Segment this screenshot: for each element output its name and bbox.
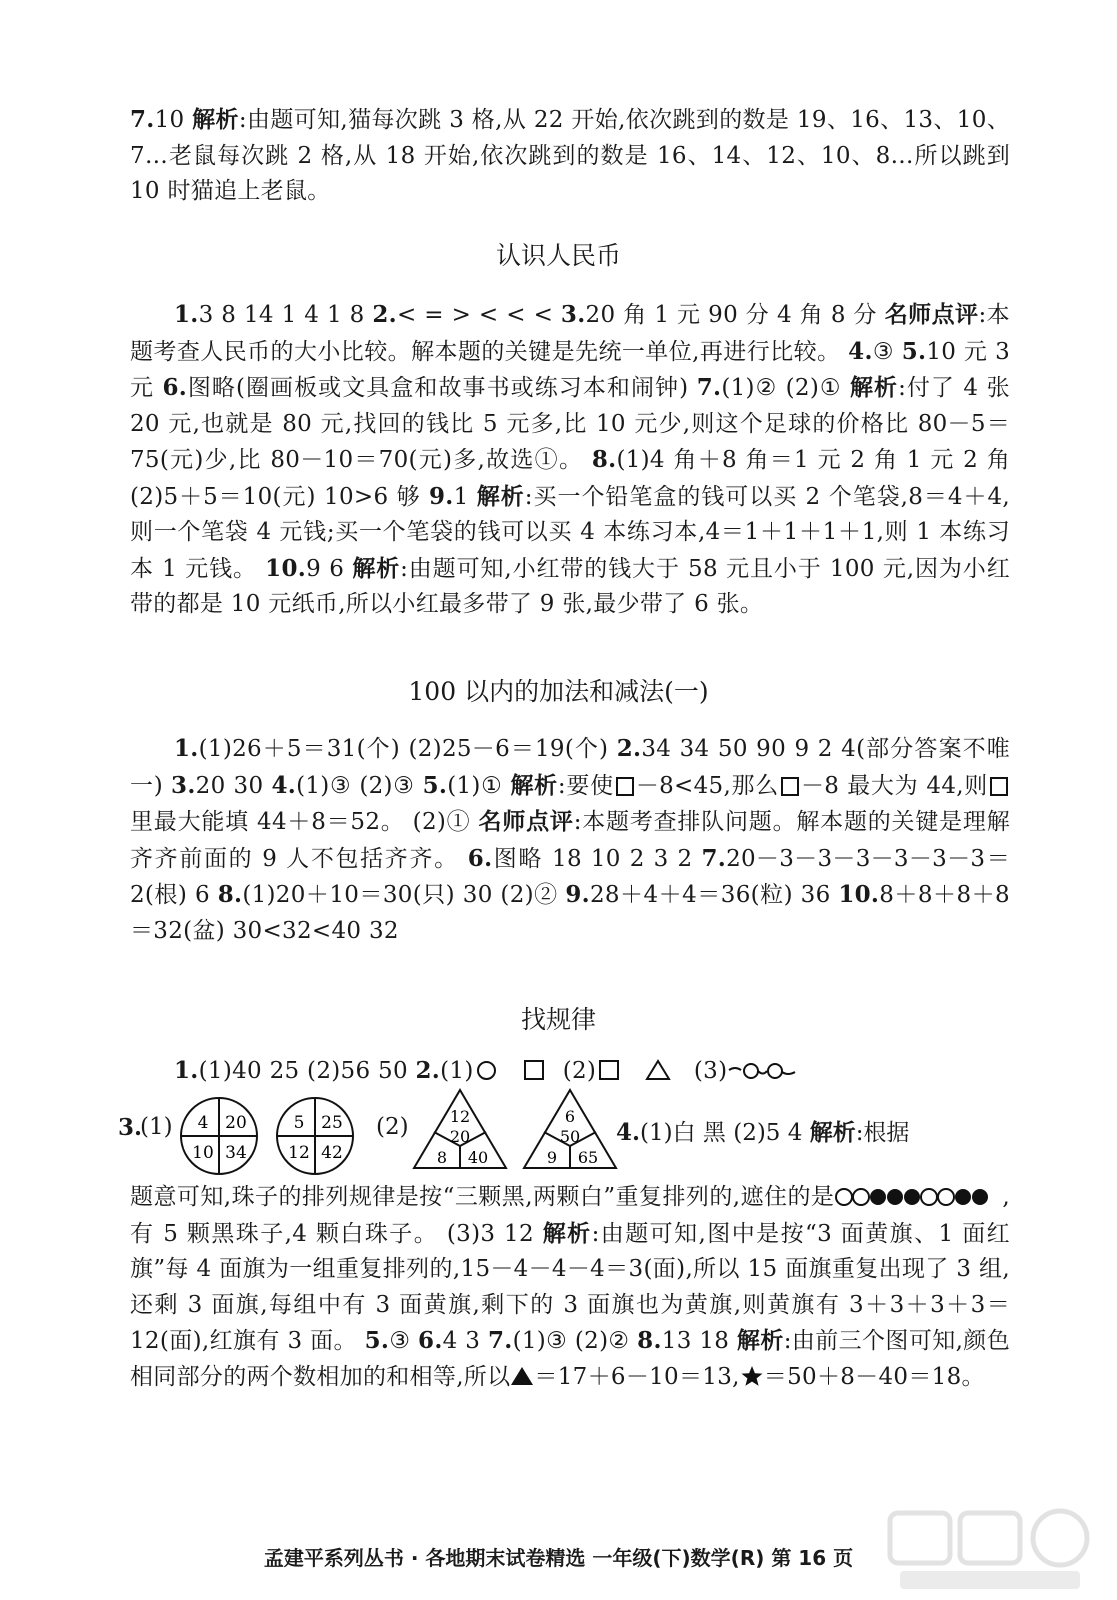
svg-text:9: 9 [546,1148,558,1167]
square-shape-icon [599,1060,619,1080]
blank-box-icon [781,777,799,796]
svg-text:12: 12 [449,1107,471,1126]
svg-text:20: 20 [449,1127,471,1146]
svg-text:20: 20 [225,1113,247,1133]
section-rmb-answers: 1.3 8 14 1 4 1 8 2.< = > < < < 3.20 角 1 元 90 分 4 角 8 分 名师点评:本题考查人民币的大小比较。解本题的关键是先统一单位,再进行比较。 4.③ 5.10 元 3 元 6.图略(圈画板或文具盒和故事书或练习本和闹钟) 7.(1)② (2)① 解析:付了 4 张 20 元,也就是 80 元,找回的钱比 5 元多,比 10 元少,则这个足球的价格比 80－5＝75(元)少,比 80－10＝70(元)多,故选①。 8.(1)4 角＋8 角＝1 元 2 角 1 元 2 角 (2)5＋5＝10(元) 10>6 够 9.1 解析:买一个铅笔盒的钱可以买 2 个笔袋,8＝4＋4,则一个笔袋 4 元钱;买一个笔袋的钱可以买 4 本练习本,4＝1＋1＋1＋1,则 1 本练习本 1 元钱。 10.9 6 解析:由题可知,小红带的钱大于 58 元且小于 100 元,因为小红带的都是 10 元纸币,所以小红最多带了 9 张,最少带了 6 张。 [130,301,1011,617]
section-addition-answers: 1.(1)26＋5＝31(个) (2)25－6＝19(个) 2.34 34 50 90 9 2 4(部分答案不唯一) 3.20 30 4.(1)③ (2)③ 5.(1)① 解析:要使 －8<45,那么 －8 最大为 44,则里最大能填 44＋8＝52。 (2)① 名师点评:本题考查排队问题。解本题的关键是理解齐齐前面的 9 人不包括齐齐。 6.图略 18 10 2 3 2 7.20－3－3－3－3－3－3＝2(根) 6 8.(1)20＋10＝30(只) 30 (2)② 9.28＋4＋4＝36(粒) 36 10.8＋8＋8＋8＝32(盆) 30<32<40 32 [130,735,1011,944]
triangle-shape-icon [645,1059,671,1081]
section-title-addition: 100 以内的加法和减法(一) [408,677,709,706]
blank-box-icon [616,777,634,796]
svg-text:34: 34 [225,1143,247,1163]
svg-text:50: 50 [559,1127,581,1146]
prev-q7-paragraph: 7.10 解析:由题可知,猫每次跳 3 格,从 22 开始,依次跳到的数是 19、16、13、10、7…老鼠每次跳 2 格,从 18 开始,依次跳到的数是 16、14、12、10、8…所以跳到 10 时猫追上老鼠。 [130,106,1010,204]
filled-triangle-icon [510,1366,534,1386]
number-circle-1 [176,1096,262,1176]
svg-text:4: 4 [197,1113,209,1133]
blank-box-icon [990,777,1008,796]
wavy-circles-icon [727,1060,797,1082]
beads-icon [834,1187,1002,1207]
number-circle-2 [272,1096,358,1176]
page-footer: 孟建平系列丛书 · 各地期末试卷精选 一年级(下)数学(R) 第 16 页 [263,1546,854,1570]
pattern-q3-figures: 3. (1) 4 20 10 34 5 25 12 42 (2) 12 20 8 40 6 50 9 65 4.(1)白 黑 (2)5 4 解析:根据 [130,1098,1030,1178]
svg-text:12: 12 [288,1143,310,1163]
svg-text:8: 8 [436,1148,448,1167]
svg-text:42: 42 [321,1143,343,1163]
watermark-logo-icon [885,1505,1095,1595]
svg-text:6: 6 [564,1107,576,1126]
pattern-q4-explanation: 题意可知,珠子的排列规律是按“三颗黑,两颗白”重复排列的,遮住的是 ,有 5 颗黑珠子,4 颗白珠子。 (3)3 12 解析:由题可知,图中是按“3 面黄旗、1 面红旗”每 4 面旗为一组重复排列的,15－4－4－4＝3(面),所以 15 面旗重复出现了 3 组,还剩 3 面旗,每组中有 3 面黄旗,剩下的 3 面旗也为黄旗,则黄旗有 3＋3＋3＋3＝12(面),红旗有 3 面。 5.③ 6.4 3 7.(1)③ (2)② 8.13 18 解析:由前三个图可知,颜色相同部分的两个数相加的和相等,所以 ＝17＋6－10＝13, ＝50＋8－40＝18。 [130,1184,1010,1390]
svg-text:10: 10 [192,1143,214,1163]
number-triangle-2 [522,1088,618,1170]
svg-text:40: 40 [467,1148,489,1167]
square-shape-icon [524,1060,544,1080]
section-title-rmb: 认识人民币 [495,241,621,270]
circle-shape-icon [477,1061,496,1080]
svg-text:25: 25 [321,1113,343,1133]
svg-text:65: 65 [577,1148,599,1167]
pattern-line-1: 1.(1)40 25 (2)56 50 2.(1) (2) (3) [130,1053,1010,1090]
number-triangle-1 [412,1088,508,1170]
filled-star-icon [740,1365,764,1387]
svg-text:5: 5 [293,1113,305,1133]
section-title-pattern: 找规律 [520,1005,596,1034]
